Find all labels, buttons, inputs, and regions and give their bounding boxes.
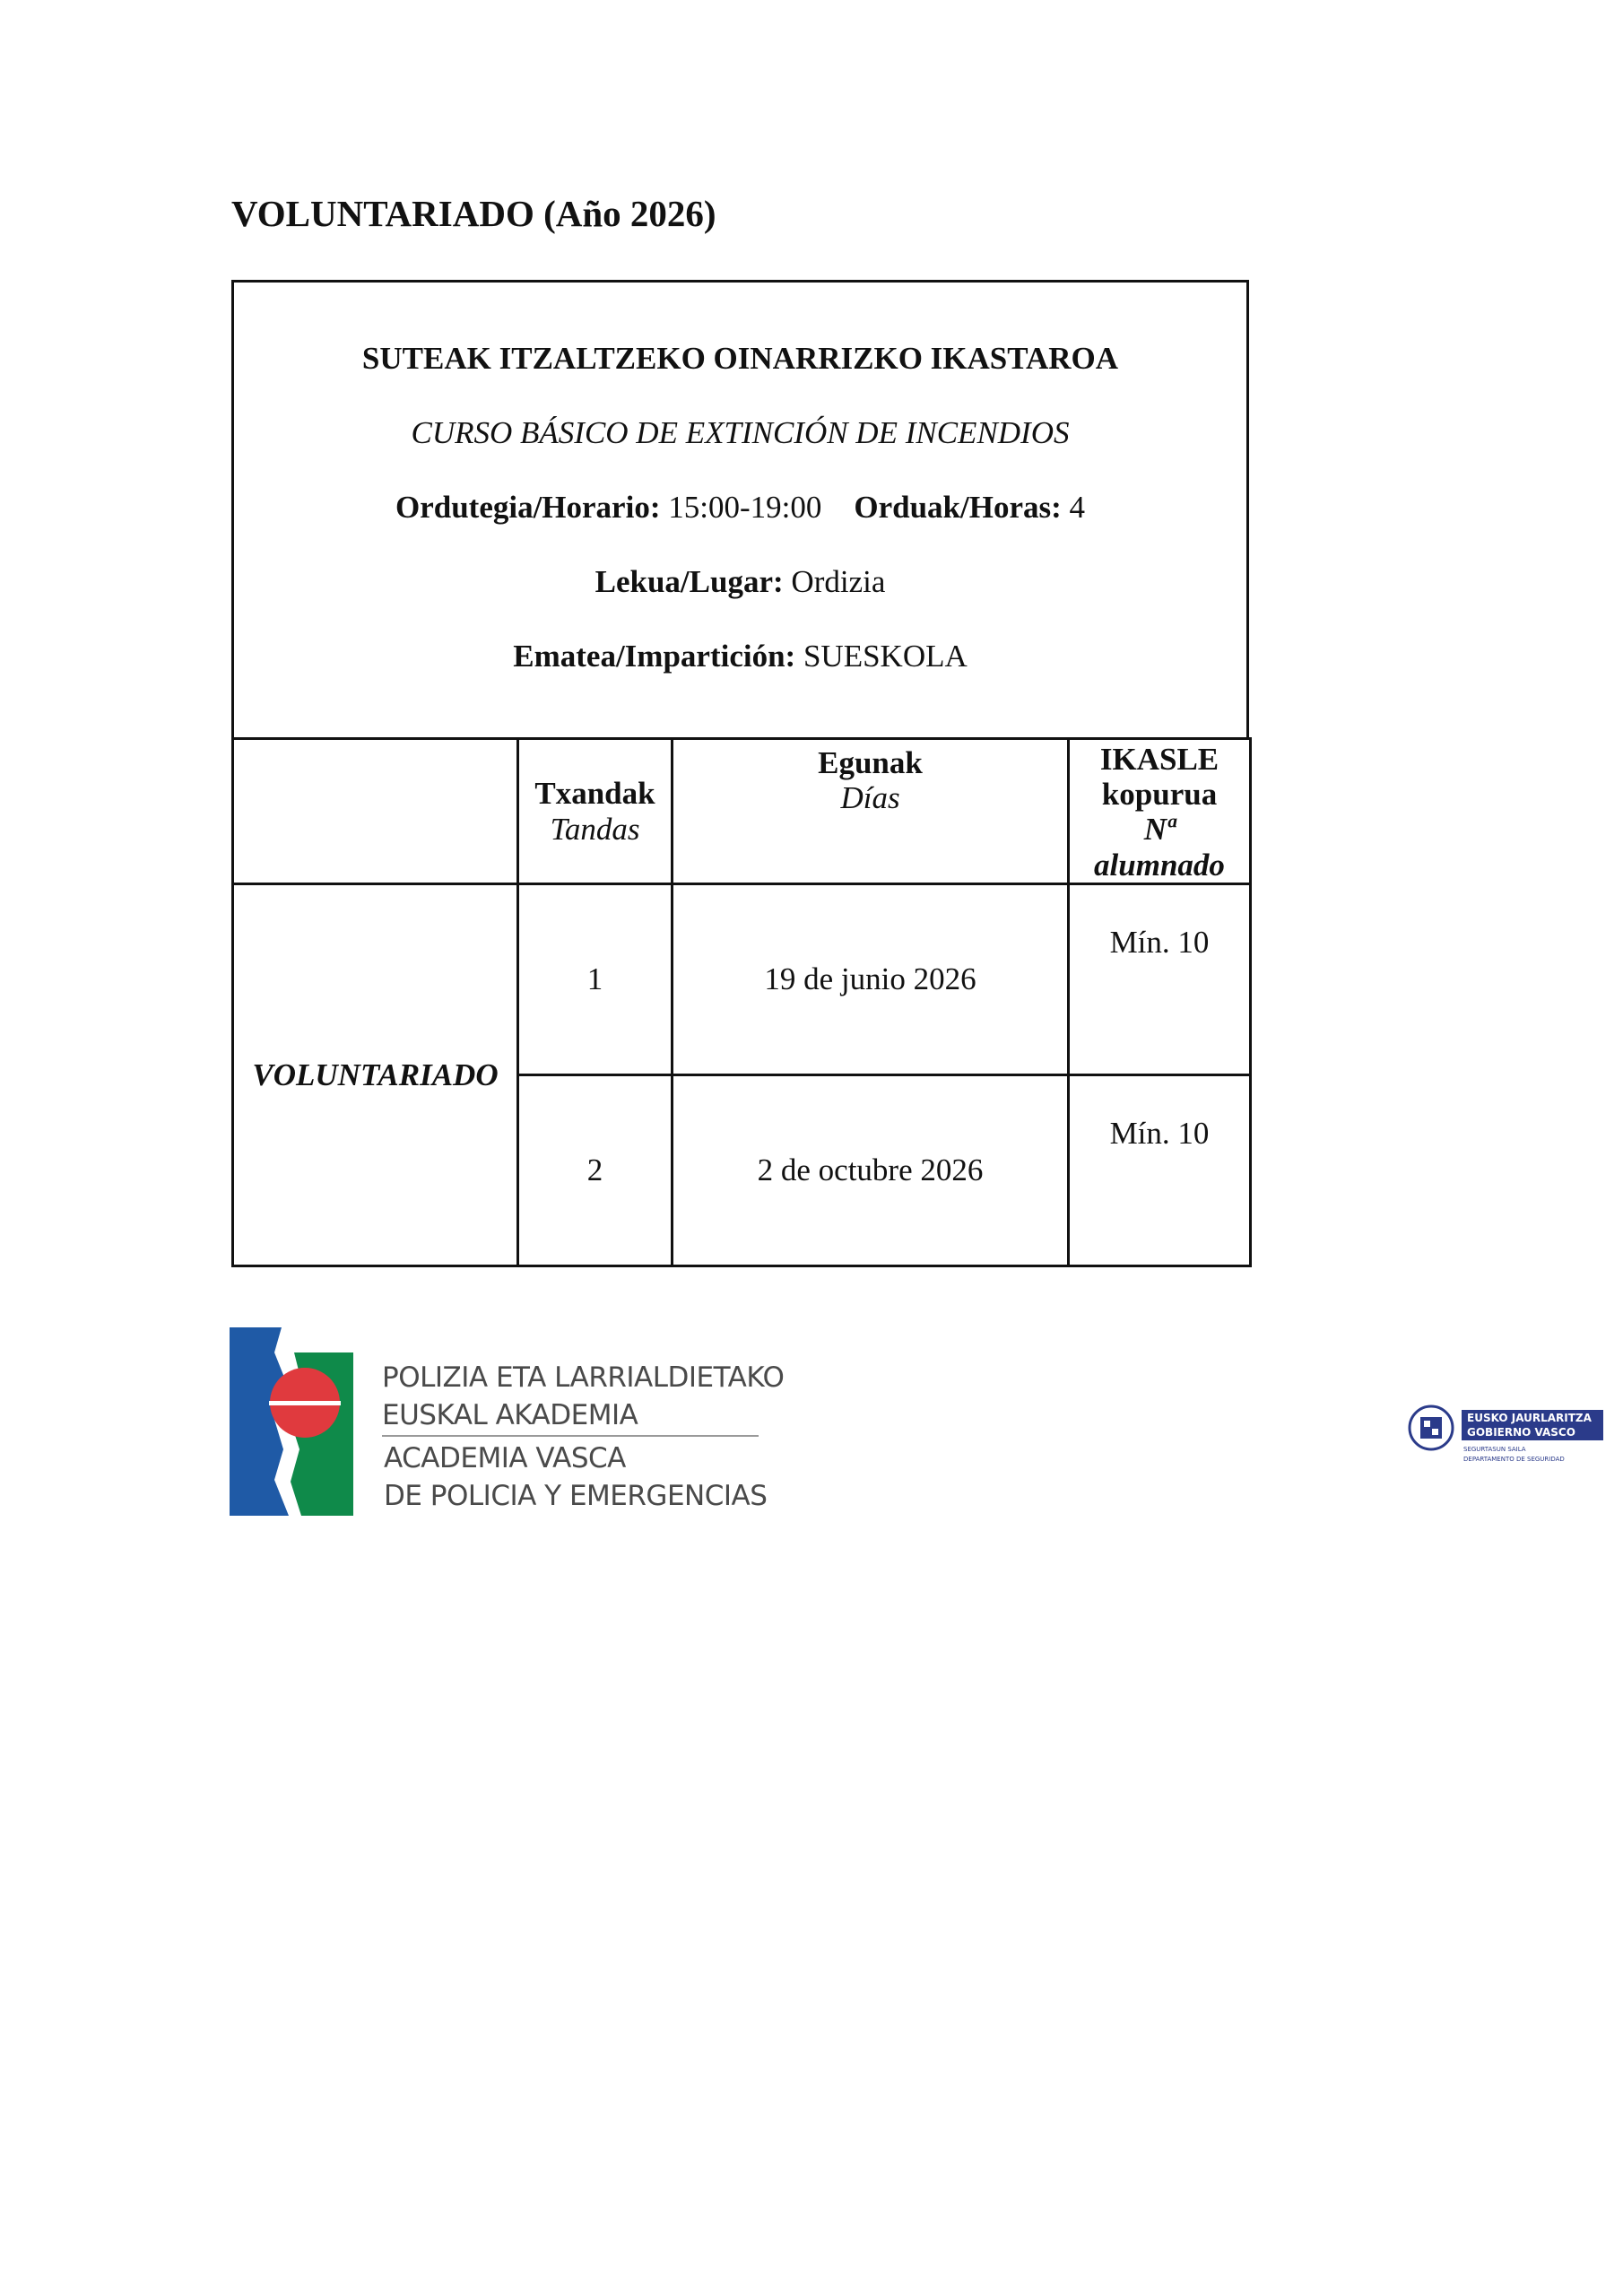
- hours-value: 4: [1069, 490, 1086, 525]
- gov-line-4: DEPARTAMENTO DE SEGURIDAD: [1463, 1456, 1565, 1463]
- header-days: [673, 739, 1069, 884]
- academy-divider: [382, 1435, 759, 1437]
- schedule-table: [231, 737, 1252, 1267]
- gov-line-1: EUSKO JAURLARITZA: [1467, 1412, 1592, 1424]
- date-cell: 19 de junio 2026: [673, 884, 1069, 1075]
- gov-line-3: SEGURTASUN SAILA: [1463, 1446, 1526, 1453]
- header-tandas-es: Tandas: [550, 811, 640, 847]
- header-days-es: Días: [840, 780, 900, 816]
- academy-line-1: POLIZIA ETA LARRIALDIETAKO: [382, 1361, 785, 1394]
- academy-line-2: EUSKAL AKADEMIA: [382, 1399, 638, 1431]
- tanda-cell: 2: [518, 1075, 673, 1266]
- course-name-eu: SUTEAK ITZALTZEKO OINARRIZKO IKASTAROA: [361, 341, 1119, 376]
- academy-line-3: ACADEMIA VASCA: [384, 1442, 626, 1474]
- students-cell: Mín. 10: [1069, 1075, 1251, 1266]
- provider-line: [234, 639, 1246, 674]
- header-students-eu-2: kopurua: [1101, 777, 1218, 813]
- place-value: Ordizia: [791, 564, 886, 599]
- hours-label: Orduak/Horas:: [854, 490, 1062, 525]
- header-students-eu-1: IKASLE: [1099, 742, 1219, 777]
- tanda-cell: 1: [518, 884, 673, 1075]
- header-students: [1069, 739, 1251, 884]
- table-row: [233, 884, 1251, 1075]
- government-logo: [1408, 1401, 1605, 1467]
- provider-value: SUESKOLA: [803, 639, 968, 674]
- header-tandas-eu: Txandak: [534, 776, 655, 812]
- provider-label: Ematea/Impartición:: [513, 639, 796, 674]
- header-tandas: [518, 739, 673, 884]
- header-days-eu: Egunak: [818, 745, 923, 780]
- schedule-label: Ordutegia/Horario:: [395, 490, 661, 525]
- academy-line-4: DE POLICIA Y EMERGENCIAS: [384, 1480, 768, 1512]
- course-info-box: [231, 280, 1249, 740]
- date-cell: 2 de octubre 2026: [673, 1075, 1069, 1266]
- schedule-value: 15:00-19:00: [668, 490, 822, 525]
- group-cell: VOLUNTARIADO: [233, 884, 518, 1266]
- schedule-line: [234, 490, 1246, 526]
- students-cell: Mín. 10: [1069, 884, 1251, 1075]
- header-students-es-1: Nª: [1143, 812, 1176, 848]
- coat-of-arms-icon: [1408, 1401, 1454, 1455]
- place-label: Lekua/Lugar:: [595, 564, 784, 599]
- academy-logo: [230, 1327, 785, 1516]
- header-students-es-2: alumnado: [1094, 847, 1225, 883]
- header-empty-cell: [233, 739, 518, 884]
- place-line: [234, 564, 1246, 600]
- gov-line-2: GOBIERNO VASCO: [1467, 1426, 1575, 1439]
- table-header-row: [233, 739, 1251, 884]
- page-title: VOLUNTARIADO (Año 2026): [231, 193, 716, 234]
- academy-emblem-icon: [230, 1327, 355, 1516]
- course-name-es: CURSO BÁSICO DE EXTINCIÓN DE INCENDIOS: [411, 415, 1070, 450]
